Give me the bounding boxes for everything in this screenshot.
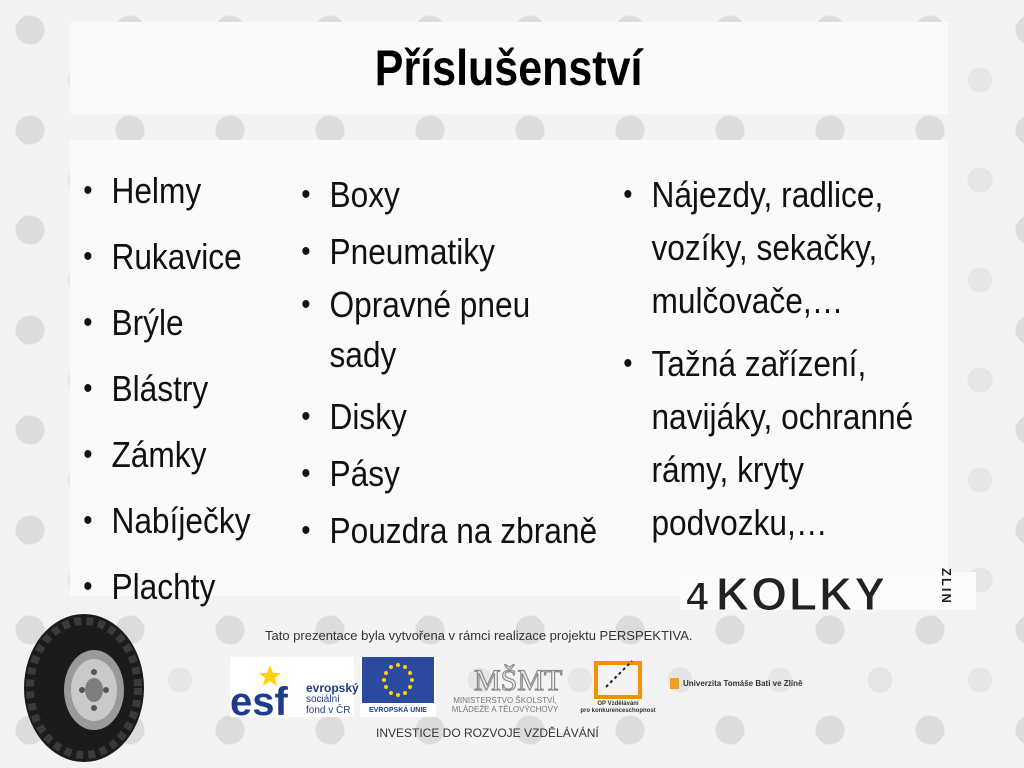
op-mark-icon bbox=[576, 657, 660, 701]
esf-mark-icon bbox=[230, 663, 302, 717]
svg-text:MŠMT: MŠMT bbox=[474, 664, 563, 696]
svg-text:esf: esf bbox=[230, 680, 288, 717]
msmt-mark-icon bbox=[440, 652, 570, 696]
list-item: • Helmy bbox=[78, 158, 251, 224]
bullet-icon: • bbox=[301, 457, 311, 490]
logo-suffix: ZLIN bbox=[939, 568, 954, 605]
op-logo bbox=[576, 657, 660, 719]
bullet-icon: • bbox=[301, 178, 311, 211]
esf-logo bbox=[230, 657, 359, 717]
esf-text: evropský sociální fond v ČR bbox=[306, 681, 359, 716]
bullet-icon: • bbox=[83, 570, 93, 603]
list-item: • Boxy bbox=[296, 166, 597, 223]
list-item: • Blástry bbox=[78, 356, 251, 422]
bullet-icon: • bbox=[83, 240, 93, 273]
logo-digit: 4 bbox=[686, 575, 709, 619]
bullet-icon: • bbox=[83, 438, 93, 471]
list-item: • Plachty bbox=[78, 554, 251, 620]
list-item: • Opravné pneu sady bbox=[296, 280, 567, 380]
msmt-text: MINISTERSTVO ŠKOLSTVÍ, MLÁDEŽE A TĚLOVÝCHOVY bbox=[451, 696, 559, 714]
tire-image bbox=[20, 612, 148, 764]
project-note: Tato prezentace byla vytvořena v rámci realizace projektu PERSPEKTIVA. bbox=[265, 628, 693, 643]
logo-word: KOLKY bbox=[716, 568, 887, 620]
utb-logo bbox=[670, 678, 802, 689]
bullet-icon: • bbox=[301, 514, 311, 547]
title-box bbox=[70, 22, 948, 114]
investice-slogan: INVESTICE DO ROZVOJE VZDĚLÁVÁNÍ bbox=[376, 726, 599, 740]
list-item: • Disky bbox=[296, 388, 597, 445]
list-item: • Pneumatiky bbox=[296, 223, 597, 280]
bullet-icon: • bbox=[301, 235, 311, 268]
bullet-icon: • bbox=[301, 400, 311, 433]
bullet-icon: • bbox=[83, 174, 93, 207]
4kolky-logo bbox=[680, 560, 990, 622]
list-item: • Pásy bbox=[296, 445, 597, 502]
eu-logo bbox=[360, 657, 436, 717]
bullet-icon: • bbox=[623, 178, 633, 211]
bullet-list-column-1 bbox=[78, 158, 274, 620]
bullet-icon: • bbox=[623, 347, 633, 380]
utb-mark-icon bbox=[670, 678, 679, 689]
bullet-icon: • bbox=[83, 372, 93, 405]
list-item: • Brýle bbox=[78, 290, 251, 356]
list-item: • Nájezdy, radlice, vozíky, sekačky, mulčovače,… bbox=[618, 168, 944, 327]
list-item: • Rukavice bbox=[78, 224, 251, 290]
bullet-icon: • bbox=[83, 504, 93, 537]
bullet-list-column-3 bbox=[618, 168, 988, 559]
list-item: • Tažná zařízení, navijáky, ochranné rámy, kryty podvozku,… bbox=[618, 337, 944, 549]
slide-title: Příslušenství bbox=[375, 40, 643, 96]
list-item: • Nabíječky bbox=[78, 488, 251, 554]
op-text: OP Vzdělávání pro konkurenceschopnost bbox=[580, 701, 656, 714]
eu-label: EVROPSKÁ UNIE bbox=[369, 707, 427, 714]
bullet-icon: • bbox=[301, 288, 311, 321]
list-item: • Pouzdra na zbraně bbox=[296, 502, 597, 559]
list-item: • Zámky bbox=[78, 422, 251, 488]
bullet-list-column-2 bbox=[296, 166, 638, 559]
eu-flag-icon bbox=[362, 657, 434, 703]
bullet-icon: • bbox=[83, 306, 93, 339]
msmt-logo bbox=[440, 652, 570, 720]
utb-label: Univerzita Tomáše Bati ve Zlíně bbox=[683, 679, 803, 688]
